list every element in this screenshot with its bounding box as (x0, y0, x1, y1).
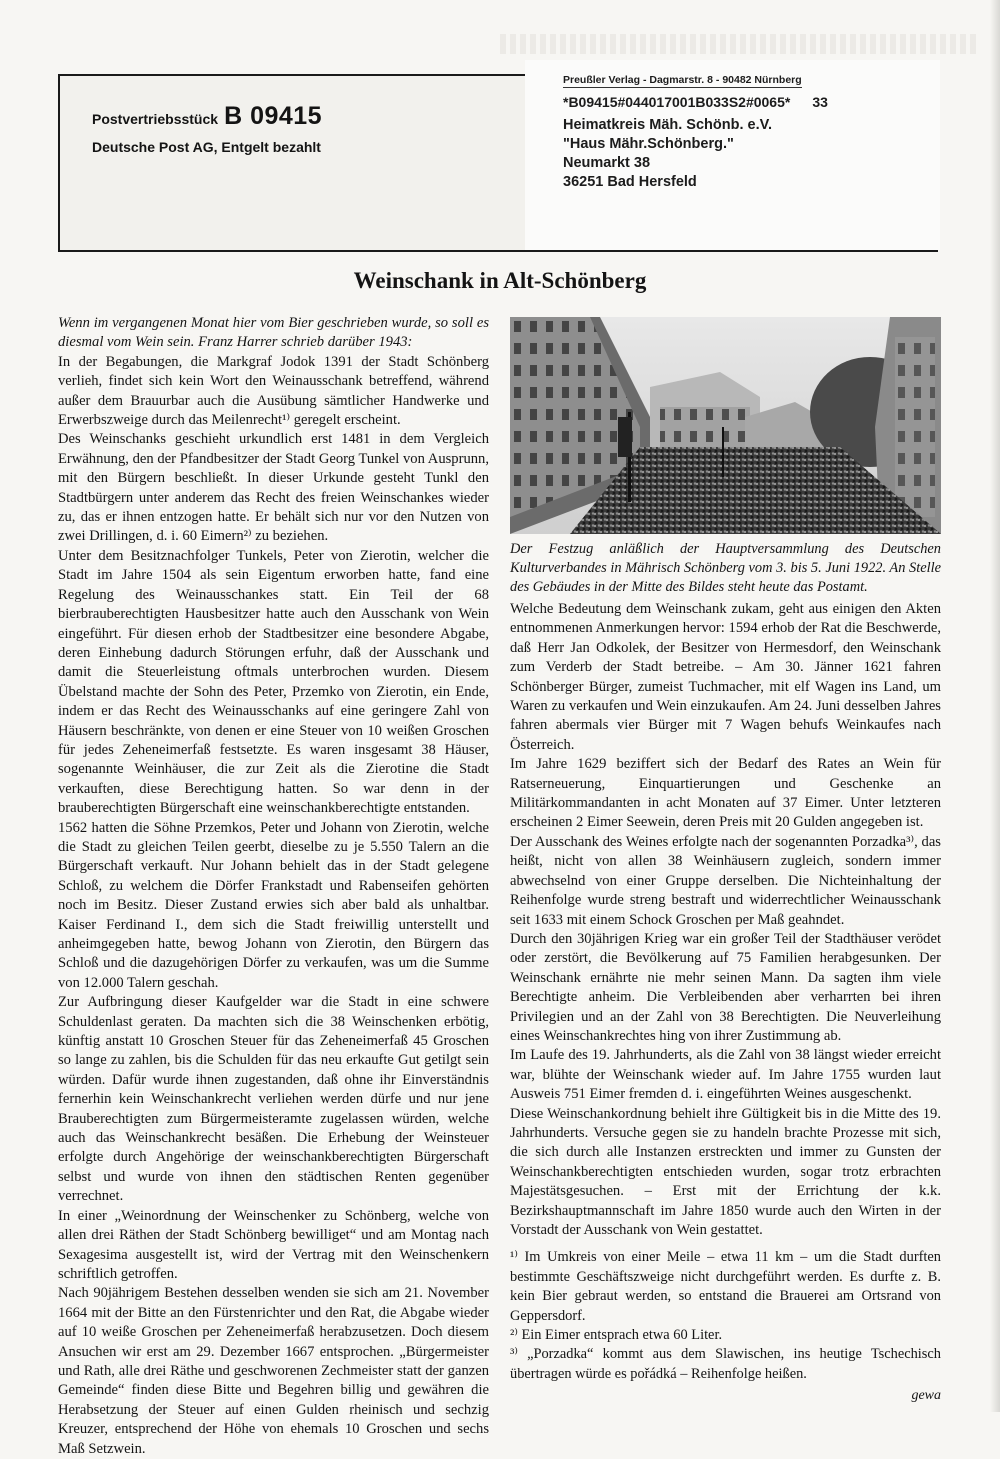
photo-caption: Der Festzug anläßlich der Hauptversammlung des Deutschen Kulturverbandes in Mährisch Schönberg vom 3. bis 5. Juni 1922. An Stelle des Gebäudes in der Mitte des Bildes steht heute das Postamt. (510, 541, 941, 595)
address-label (525, 60, 940, 250)
postal-note: Deutsche Post AG, Entgelt bezahlt (92, 139, 321, 155)
sender-line: Preußler Verlag - Dagmarstr. 8 - 90482 Nürnberg (563, 74, 802, 86)
postal-info (92, 102, 322, 155)
body-paragraph: 1562 hatten die Söhne Przemkos, Peter und Johann von Zierotin, welche die Stadt zu gleichen Teilen geerbt, dieselbe zu je 5.550 Talern an die Bürgerschaft verkauft. Nur Johann behielt das in der Stadt gelegene Schloß, zu welchem die Dörfer Frankstadt und Rabenseifen gehörten noch im Besitz. Dieser Zustand erwies sich aber bald als unhaltbar. Kaiser Ferdinand I., dem sich die Stadt freiwillig unterstellt und anheimgegeben hatte, bewog Johann von Zierotin, den Bürgern das Schloß und die dazugehörigen Dörfer zu verkaufen, was um die Summe von 12.000 Talern geschah. (58, 819, 489, 991)
author-signature: gewa (911, 1388, 941, 1404)
address-line: Heimatkreis Mäh. Schönb. e.V. (563, 117, 772, 133)
postal-box (58, 74, 938, 252)
postal-label-row (92, 102, 322, 131)
bleed-through-strip (500, 34, 980, 54)
address-line: Neumarkt 38 (563, 155, 651, 171)
left-column (58, 314, 489, 1459)
body-paragraph: Des Weinschanks geschieht urkundlich erst 1481 in dem Vergleich Erwähnung, den der Pfandbesitzer der Stadt Georg Tunkel von Ausprunn, mit den Bürgern beschließt. In dieser Urkunde gesteht Tunkl den Stadtbürgern unter anderem das Recht des freien Weinschankes wieder zu, das er ihnen entzogen hatte. Er behält sich nur vor den Nutzen von zwei Drillingen, d. i. 60 Eimern²⁾ zu beziehen. (58, 431, 489, 545)
intro-paragraph: Wenn im vergangenen Monat hier vom Bier geschrieben wurde, so soll es diesmal vom Wein sein. Franz Harrer schrieb darüber 1943: (58, 315, 489, 351)
postal-code: B 09415 (224, 102, 323, 130)
body-paragraph: In der Begabungen, die Markgraf Jodok 1391 der Stadt Schönberg verlieh, findet sich kein Wort den Weinausschank betreffend, während außer dem Brauurbar auch die Ausübung sämtlicher Handwerke und Erwerbszweige durch das Meilenrecht¹⁾ geregelt erscheint. (58, 353, 489, 429)
body-paragraph: In einer „Weinordnung der Weinschenker zu Schönberg, welche von allen drei Räthen der Stadt Schönberg bewilliget“ und am Montag nach Sexagesima ausgestellt ist, wird der Vertrag mit den Weinschenkern schriftlich getroffen. (58, 1207, 489, 1282)
right-column (510, 600, 941, 1406)
address-number: 33 (812, 94, 828, 110)
body-paragraph: Diese Weinschankordnung behielt ihre Gültigkeit bis in die Mitte des 19. Jahrhunderts. Versuche gegen sie zu handeln brachte Prozesse mit sich, die sich durch alle Instanzen erstreckten und immer zu Gunsten der Weinschankberechtigten entschieden wurden, sogar trotz erbrachten Majestätsgesuchen. – Erst mit der Errichtung der k.k. Bezirkshauptmannschaft im Jahre 1850 wurde auch den Wirten in der Vorstadt der Ausschank von Wein gestattet. (510, 1105, 941, 1238)
festzug-photo-drawing (510, 317, 941, 534)
body-paragraph: Nach 90jährigem Bestehen desselben wenden sie sich am 21. November 1664 mit der Bitte an den Fürstenrichter und den Rat, die Abgabe wieder auf 10 weiße Groschen per Zeheneimerfaß herabzusetzen. Doch diesem Ansuchen wir erst am 29. Dezember 1667 entsprochen. „Bürgermeister und Rath, alle drei Räthe und geschworenen Zechmeister statt der ganzen Gemeinde“ finden diese Bitte und Begehren billig und gewähren die Herabsetzung der Steuer auf einen Gulden rheinisch und sechzig Kreuzer, entsprechend der Höhe von ehemals 10 Groschen und sechs Maß Setzwein. (58, 1285, 489, 1457)
body-paragraph: Zur Aufbringung dieser Kaufgelder war die Stadt in eine schwere Schuldenlast geraten. Da machten sich die 38 Weinschenken erbötig, künftig anstatt 10 Groschen Steuer für das Zeheneimerfaß 45 Groschen so lange zu zahlen, bis die Schulden für das neu erkaufte Gut getilgt sein würden. Dafür wurde ihnen zugestanden, daß ohne ihr Einverständnis fernerhin kein Weinschankrecht verliehen werden dürfe und nur jene Brauberechtigten zum Bürgermeisteramte zugelassen würden, welche auch das Weinschankrecht besäßen. Die Erhebung der Weinsteuer erfolgte durch Angehörige der weinschankberechtigten Bürgerschaft selbst und wurde von ihnen den städtischen Renten gegenüber verrechnet. (58, 994, 489, 1205)
page-edge-shadow (990, 0, 1000, 1412)
address-line: 36251 Bad Hersfeld (563, 174, 697, 190)
article-title: Weinschank in Alt-Schönberg (353, 268, 647, 293)
body-paragraph: Unter dem Besitznachfolger Tunkels, Peter von Zierotin, welcher die Stadt im Jahre 1504 als sein Eigentum erworben hatte, fand eine Regelung des Weinausschankes statt. Ein Teil der 68 bierbrauberechtigten Hausbesitzer hatte auch den Ausschank von Wein eingeführt. Für diesen erhob der Stadtbesitzer eine besondere Abgabe, deren Einhebung dadurch Störungen erfuhr, daß der Ausschank und damit die Steuerleistung oftmals unterbrochen wurden. Diesem Übelstand machte der Sohn des Peter, Przemko von Zierotin, ein Ende, indem er das Recht des Weinausschanks auf eine geringere Zahl von Häusern beschränkte, von denen er eine Steuer von 10 weißen Groschen für jedes Zeheneimerfaß festsetzte. Es waren insgesamt 38 Häuser, sogenannte Weinhäuser, die zur Zeit als die Zierotine die Stadt verkauften, diese Berechtigung hatten. So war denn in der brauberechtigten Bürgerschaft eine weinschankberechtigte entstanden. (58, 547, 489, 817)
body-paragraph: Der Ausschank des Weines erfolgte nach der sogenannten Porzadka³⁾, das heißt, nicht von allen 38 Weinhäusern zugleich, sondern immer abwechselnd von einer Gruppe derselben. Die Nichteinhaltung der Reihenfolge wurde streng bestraft und widerrechtlicher Weinausschank seit 1633 mit einem Schock Groschen per Maß geahndet. (510, 833, 941, 928)
postal-label: Postvertriebsstück (92, 111, 219, 127)
address-line: "Haus Mähr.Schönberg." (563, 136, 734, 152)
body-paragraph: Durch den 30jährigen Krieg war ein großer Teil der Stadthäuser verödet oder zerstört, die Bevölkerung auf 75 Familien herabgesunken. Der Weinschank ernährte nie mehr seinen Mann. Da sagten ihm viele Berechtigte anheim. Die Verbleibenden aber verharrten bei ihren Privilegien und an der Zahl von 38 Berechtigten. Die Neuverleihung eines Weinschankrechtes hing von ihrer Zustimmung ab. (510, 930, 941, 1044)
body-paragraph: Welche Bedeutung dem Weinschank zukam, geht aus einigen den Akten entnommenen Anmerkungen hervor: 1594 erhob der Rat die Beschwerde, daß Herr Jan Odkolek, der Besitzer von Hermesdorf, den Weinschank zum Verderb der Stadt betreibe. – Am 30. Jänner 1621 fahren Schönberger Bürger, zumeist Tuchmacher, mit elf Wagen ins Land, um Waren zu verkaufen und Wein einzukaufen. Am 24. Juni desselben Jahres fahren abermals vier Bürger mit 7 Wagen behufs Weinkaufes nach Österreich. (510, 601, 941, 753)
barcode-row (563, 94, 926, 110)
body-paragraph: Im Laufe des 19. Jahrhunderts, als die Zahl von 38 längst wieder erreicht war, blühte der Weinschank wieder auf. Im Jahre 1755 wurden laut Ausweis 751 Eimer fremden d. i. eingeführten Weines ausgeschenkt. (510, 1047, 941, 1103)
body-paragraph: Im Jahre 1629 beziffert sich der Bedarf des Rates an Wein für Ratserneuerung, Einquartierungen und Geschenke an Militärkommandanten in acht Monaten auf 37 Eimer. Unter letzteren erscheinen 2 Eimer Seewein, deren Preis mit 20 Gulden angegeben ist. (510, 756, 941, 831)
festzug-photo (510, 317, 941, 534)
barcode-text: *B09415#044017001B033S2#0065* (563, 94, 791, 110)
footnote: ²⁾ Ein Eimer entsprach etwa 60 Liter. (510, 1327, 723, 1344)
footnote: ³⁾ „Porzadka“ kommt aus dem Slawischen, ins heutige Tschechisch übertragen würde es pořádká – Reihenfolge heißen. (510, 1346, 941, 1382)
footnote: ¹⁾ Im Umkreis von einer Meile – etwa 11 km – um die Stadt durften bestimmte Geschäftszweige nicht durchgeführt werden. Es durfte z. B. kein Bier gebraut werden, so entstand die Brauerei am Ortsrand von Geppersdorf. (510, 1249, 941, 1324)
